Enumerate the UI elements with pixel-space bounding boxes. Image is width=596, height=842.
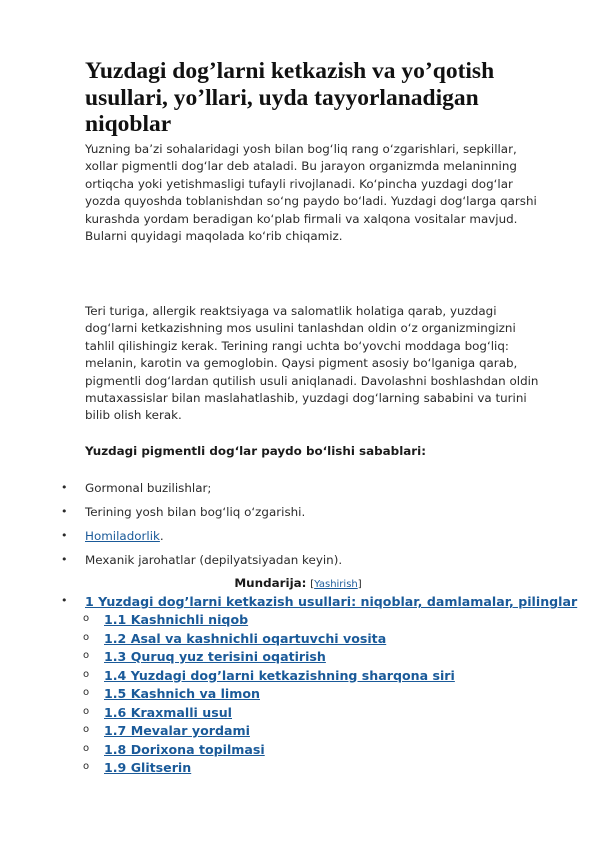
bullet-icon: •	[61, 553, 68, 566]
toc-link[interactable]: 1.2 Asal va kashnichli oqartuvchi vosita	[104, 630, 387, 646]
intro-line: Bularni quyidagi maqolada ko‘rib chiqamiz.	[85, 229, 343, 244]
toc-link[interactable]: 1.9 Glitserin	[104, 760, 192, 775]
toc-bracket-close: ]	[357, 579, 362, 590]
period: .	[159, 529, 164, 543]
toc-link[interactable]: 1.4 Yuzdagi dog’larni ketkazishning sharqona siri	[104, 667, 455, 683]
toc-hide-link[interactable]: Yashirish	[314, 579, 358, 590]
circle-bullet-icon: o	[83, 687, 90, 698]
causes-heading: Yuzdagi pigmentli dog‘lar paydo bo‘lishi sabablari:	[85, 444, 426, 458]
circle-bullet-icon: o	[83, 650, 90, 661]
paragraph-line: bilib olish kerak.	[85, 408, 182, 423]
cause-text	[85, 529, 164, 543]
circle-bullet-icon: o	[83, 705, 90, 717]
intro-line: kurashda yordam beradigan ko‘plab firmali va xalqona vositalar mavjud.	[85, 211, 518, 226]
toc-link[interactable]: 1.8 Dorixona topilmasi	[104, 741, 265, 757]
circle-bullet-icon: o	[83, 613, 90, 624]
skin-type-paragraph	[85, 303, 555, 425]
circle-bullet-icon: o	[83, 761, 90, 772]
intro-line: Yuzning ba’zi sohalaridagi yosh bilan bog‘liq rang o‘zgarishlari, sepkillar,	[85, 142, 517, 156]
circle-bullet-icon: o	[83, 631, 90, 643]
toc-link[interactable]: 1.1 Kashnichli niqob	[104, 612, 249, 627]
toc-link[interactable]: 1.6 Kraxmalli usul	[104, 704, 232, 720]
bullet-icon: •	[61, 481, 68, 494]
bullet-icon: •	[61, 505, 68, 518]
circle-bullet-icon: o	[83, 724, 90, 735]
intro-line: yozda quyoshda toblanishdan so‘ng paydo bo‘ladi. Yuzdagi dog‘larga qarshi	[85, 194, 537, 209]
toc-link[interactable]: 1 Yuzdagi dog’larni ketkazish usullari: niqoblar, damlamalar, pilinglar	[85, 594, 578, 609]
intro-line: xollar pigmentli dog‘lar deb ataladi. Bu jarayon organizmda melaninning	[85, 159, 517, 174]
cause-text: Gormonal buzilishlar;	[85, 481, 212, 495]
bullet-icon: •	[61, 529, 68, 542]
toc-link[interactable]: 1.7 Mevalar yordami	[104, 723, 250, 738]
toc-header	[0, 576, 596, 590]
paragraph-line: tahlil qilishingiz kerak. Terining rangi uchta bo‘yovchi moddaga bog‘liq:	[85, 338, 509, 353]
toc-link[interactable]: 1.3 Quruq yuz terisini oqatirish	[104, 649, 326, 664]
toc-bracket-open: [	[310, 579, 315, 590]
circle-bullet-icon: o	[83, 742, 90, 754]
cause-text: Mexanik jarohatlar (depilyatsiyadan keyin).	[85, 553, 343, 567]
paragraph-line: dog‘larni ketkazishning mos usulini tanlashdan oldin o‘z organizmingizni	[85, 321, 516, 336]
intro-line: ortiqcha yoki yetishmasligi tufayli rivojlanadi. Ko‘pincha yuzdagi dog‘lar	[85, 176, 513, 191]
article-title: Yuzdagi dog’larni ketkazish va yo’qotish usullari, yo’llari, uyda tayyorlanadigan niqoblar	[85, 58, 495, 137]
toc-link[interactable]: 1.5 Kashnich va limon	[104, 686, 260, 701]
paragraph-line: pigmentli dog‘lardan qutilish usuli aniqlanadi. Davolashni boshlashdan oldin	[85, 373, 539, 388]
paragraph-line: Teri turiga, allergik reaktsiyaga va salomatlik holatiga qarab, yuzdagi	[85, 304, 497, 318]
bullet-icon: •	[61, 594, 68, 607]
paragraph-line: mutaxassislar bilan maslahatlashib, yuzdagi dog‘larning sababini va turini	[85, 391, 527, 406]
cause-text: Terining yosh bilan bog‘liq o‘zgarishi.	[85, 505, 306, 519]
intro-paragraph	[85, 141, 555, 245]
paragraph-line: melanin, karotin va gemoglobin. Qaysi pigment asosiy bo‘lganiga qarab,	[85, 356, 518, 371]
toc-label: Mundarija:	[234, 576, 307, 590]
circle-bullet-icon: o	[83, 668, 90, 680]
homiladorlik-link[interactable]: Homiladorlik	[85, 529, 160, 543]
